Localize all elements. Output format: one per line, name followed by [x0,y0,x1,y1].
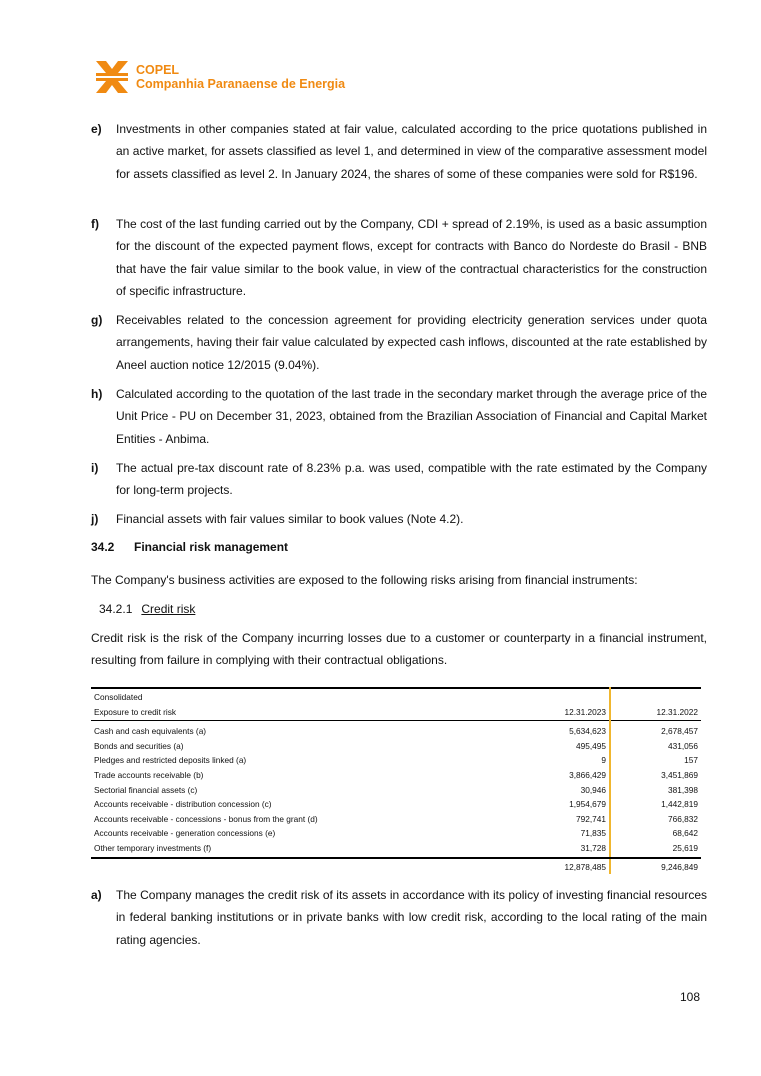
note-label: f) [91,217,99,231]
table-caption-row [91,688,701,705]
brand-line-2: Companhia Paranaense de Energia [136,76,346,91]
value-2022: 3,451,869 [661,769,698,780]
note-i [91,457,707,502]
page-number: 108 [680,990,701,1004]
note-text: Calculated according to the quotation of the last trade in the secondary market through the average price of the Unit Price - PU on December 31, 2023, obtained from the Brazilian Association of Financial and Capital Market Entities - Anbima. [116,387,707,446]
total-2023: 12,878,485 [517,858,610,875]
row-label: Bonds and securities (a) [94,740,184,751]
header-2023: 12.31.2023 [517,705,610,721]
value-2023: 31,728 [517,841,610,858]
table-row [91,739,701,754]
row-label: Accounts receivable - generation concessions (e) [94,828,276,839]
header-exposure: Exposure to credit risk [91,705,517,721]
value-2022: 766,832 [668,813,698,824]
note-label: j) [91,512,99,526]
row-label: Accounts receivable - distribution concession (c) [94,799,272,810]
value-2023: 30,946 [517,783,610,798]
value-2023: 3,866,429 [517,768,610,783]
note-label: e) [91,122,102,136]
table-row [91,841,701,858]
value-2023: 5,634,623 [517,721,610,739]
value-2023: 9 [517,753,610,768]
note-text: The actual pre-tax discount rate of 8.23% p.a. was used, compatible with the rate estimated by the Company for long-term projects. [116,461,707,498]
value-2022: 157 [684,755,698,766]
header-2022: 12.31.2022 [610,705,701,721]
section-intro: The Company's business activities are exposed to the following risks arising from financial instruments: [91,573,638,587]
value-2023: 71,835 [517,826,610,841]
note-a [91,884,707,951]
section-heading [91,540,288,554]
row-label: Cash and cash equivalents (a) [94,726,207,737]
row-label: Accounts receivable - concessions - bonus from the grant (d) [94,813,318,824]
company-logo [94,59,394,97]
credit-risk-text: Credit risk is the risk of the Company incurring losses due to a customer or counterparty in a financial instrument, resulting from failure in complying with their contractual obligations. [91,631,707,668]
row-label: Other temporary investments (f) [91,841,517,858]
section-title: Financial risk management [134,540,289,554]
total-2022: 9,246,849 [661,861,698,872]
note-label: a) [91,888,102,902]
credit-risk-table [91,687,701,874]
note-f [91,213,707,303]
brand-line-1: COPEL [136,63,180,77]
note-e [91,118,707,185]
table-row [91,812,701,827]
section-number: 34.2 [91,540,115,554]
value-2023: 1,954,679 [517,797,610,812]
value-2022: 2,678,457 [661,726,698,737]
table-row [91,783,701,798]
value-2022: 68,642 [672,828,698,839]
table-header-row [91,705,701,721]
table-row [91,768,701,783]
note-text: The Company manages the credit risk of its assets in accordance with its policy of investing financial resources in federal banking institutions or in private banks with low credit risk, according to the local rating of the main rating agencies. [116,888,707,947]
table-row [91,826,701,841]
copel-logo-icon [94,59,130,95]
table-row [91,797,701,812]
value-2023: 495,495 [517,739,610,754]
value-2023: 792,741 [517,812,610,827]
row-label: Pledges and restricted deposits linked (a) [94,755,247,766]
table-total-row [91,858,701,875]
note-g [91,309,707,376]
note-text: Investments in other companies stated at fair value, calculated according to the price quotations published in an active market, for assets classified as level 1, and determined in view of the comparative assessment model for assets classified as level 2. In January 2024, the shares of some of these companies were sold for R$196. [116,122,707,181]
note-text: Receivables related to the concession agreement for providing electricity generation services under quota arrangements, having their fair value calculated by expected cash inflows, discounted at the rate established by Aneel auction notice 12/2015 (9.04%). [116,313,708,372]
note-label: g) [91,313,103,327]
brand-name [136,64,345,91]
value-2022: 381,398 [668,784,698,795]
value-2022: 1,442,819 [661,799,698,810]
row-label: Trade accounts receivable (b) [94,769,204,780]
note-label: i) [91,461,99,475]
row-label: Sectorial financial assets (c) [94,784,198,795]
subsection-title: Credit risk [141,602,196,616]
note-h [91,383,707,450]
table-caption: Consolidated [91,688,517,705]
value-2022: 431,056 [668,740,698,751]
value-2022: 25,619 [610,841,701,858]
note-j [91,508,707,530]
subsection-heading [99,602,195,616]
note-label: h) [91,387,103,401]
table-row [91,721,701,739]
subsection-number: 34.2.1 [99,602,133,616]
table-row [91,753,701,768]
note-text: The cost of the last funding carried out by the Company, CDI + spread of 2.19%, is used as a basic assumption for the discount of the expected payment flows, except for contracts with Banco do Nordeste do Brasil - BNB that have the fair value similar to the book value, in view of the contractual characteristics for the construction of specific infrastructure. [116,217,707,299]
note-text: Financial assets with fair values similar to book values (Note 4.2). [116,512,464,526]
